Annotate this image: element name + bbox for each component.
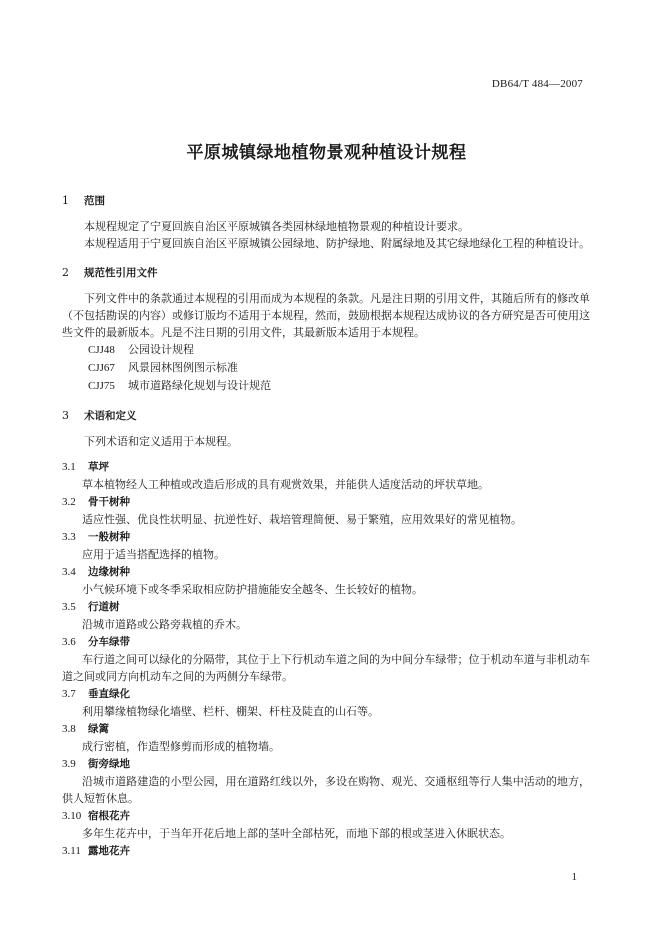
section-title: 范围 — [84, 195, 105, 207]
reference-code: CJJ67 — [88, 362, 115, 374]
term-heading — [62, 842, 590, 860]
term-name: 露地花卉 — [88, 845, 130, 857]
term-name: 垂直绿化 — [88, 688, 130, 700]
term-number: 3.4 — [62, 566, 76, 578]
document-title: 平原城镇绿地植物景观种植设计规程 — [186, 143, 467, 163]
term-number: 3.5 — [62, 601, 76, 613]
term-heading — [62, 528, 590, 546]
standard-code: DB64/T 484—2007 — [491, 78, 583, 90]
paragraph: 下列术语和定义适用于本规程。 — [84, 435, 238, 448]
section-number: 2 — [62, 266, 69, 279]
paragraph: 本规程适用于宁夏回族自治区平原城镇公园绿地、防护绿地、附属绿地及其它绿地绿化工程的种植设计。 — [84, 237, 590, 250]
term-name: 骨干树种 — [88, 496, 130, 508]
reference-name: 城市道路绿化规划与设计规范 — [128, 379, 271, 392]
term-name: 一般树种 — [88, 531, 130, 543]
section-title: 术语和定义 — [84, 410, 137, 422]
term-number: 3.3 — [62, 531, 76, 543]
term-definition: 利用攀缘植物绿化墙壁、栏杆、棚架、杆柱及陡直的山石等。 — [82, 705, 379, 718]
page-number: 1 — [571, 871, 577, 883]
term-definition: 适应性强、优良性状明显、抗逆性好、栽培管理简便、易于繁殖，应用效果好的常见植物。 — [82, 513, 522, 526]
section-number: 1 — [62, 194, 69, 207]
section-3-heading — [62, 407, 590, 425]
term-definition: 沿城市道路或公路旁栽植的乔木。 — [82, 618, 247, 631]
term-name: 行道树 — [88, 601, 120, 613]
term-heading — [62, 720, 590, 738]
reference-code: CJJ75 — [88, 380, 115, 392]
term-name: 宿根花卉 — [88, 810, 130, 822]
section-1-heading — [62, 192, 590, 210]
term-definition: 草本植物经人工种植或改造后形成的具有观赏效果，并能供人适度活动的坪状草地。 — [82, 478, 489, 491]
term-number: 3.10 — [62, 810, 82, 822]
term-heading — [62, 685, 590, 703]
term-definition: 小气候环境下或冬季采取相应防护措施能安全越冬、生长较好的植物。 — [82, 583, 423, 596]
section-number: 3 — [62, 409, 69, 422]
reference-name: 公园设计规程 — [128, 343, 194, 356]
term-number: 3.11 — [62, 845, 81, 857]
term-heading — [62, 598, 590, 616]
term-number: 3.6 — [62, 636, 76, 648]
reference-item — [88, 359, 590, 377]
term-heading — [62, 563, 590, 581]
term-number: 3.1 — [62, 461, 76, 473]
term-number: 3.2 — [62, 496, 76, 508]
section-title: 规范性引用文件 — [84, 267, 158, 279]
term-definition: 车行道之间可以绿化的分隔带，其位于上下行机动车道之间的为中间分车绿带；位于机动车道与非机动车道之间或同方向机动车之间的为两侧分车绿带。 — [62, 653, 590, 683]
reference-name: 风景园林图例图示标准 — [128, 361, 238, 374]
term-name: 绿篱 — [88, 723, 109, 735]
term-heading — [62, 493, 590, 511]
term-heading — [62, 633, 590, 651]
term-name: 街旁绿地 — [88, 758, 130, 770]
term-number: 3.9 — [62, 758, 76, 770]
document-body — [62, 192, 590, 860]
section-2-heading — [62, 264, 590, 282]
term-number: 3.8 — [62, 723, 76, 735]
reference-item — [88, 341, 590, 359]
paragraph: 下列文件中的条款通过本规程的引用而成为本规程的条款。凡是注日期的引用文件，其随后所有的修改单（不包括勘误的内容）或修订版均不适用于本规程，然而，鼓励根据本规程达成协议的各方研究是否可使用这些文件的最新版本。凡是不注日期的引用文件，其最新版本适用于本规程。 — [62, 292, 590, 339]
reference-item — [88, 377, 590, 395]
term-definition: 多年生花卉中，于当年开花后地上部的茎叶全部枯死，而地下部的根或茎进入休眠状态。 — [82, 827, 511, 840]
term-heading — [62, 458, 590, 476]
term-definition: 应用于适当搭配选择的植物。 — [82, 548, 225, 561]
reference-code: CJJ48 — [88, 344, 115, 356]
term-name: 边缘树种 — [88, 566, 130, 578]
term-name: 草坪 — [88, 461, 109, 473]
term-number: 3.7 — [62, 688, 76, 700]
paragraph: 本规程规定了宁夏回族自治区平原城镇各类园林绿地植物景观的种植设计要求。 — [84, 220, 469, 233]
term-name: 分车绿带 — [88, 636, 130, 648]
term-heading — [62, 755, 590, 773]
term-definition: 沿城市道路建造的小型公园，用在道路红线以外，多设在购物、观光、交通枢纽等行人集中活动的地方，供人短暂休息。 — [62, 775, 590, 805]
term-definition: 成行密植，作造型修剪而形成的植物墙。 — [82, 740, 280, 753]
term-heading — [62, 807, 590, 825]
